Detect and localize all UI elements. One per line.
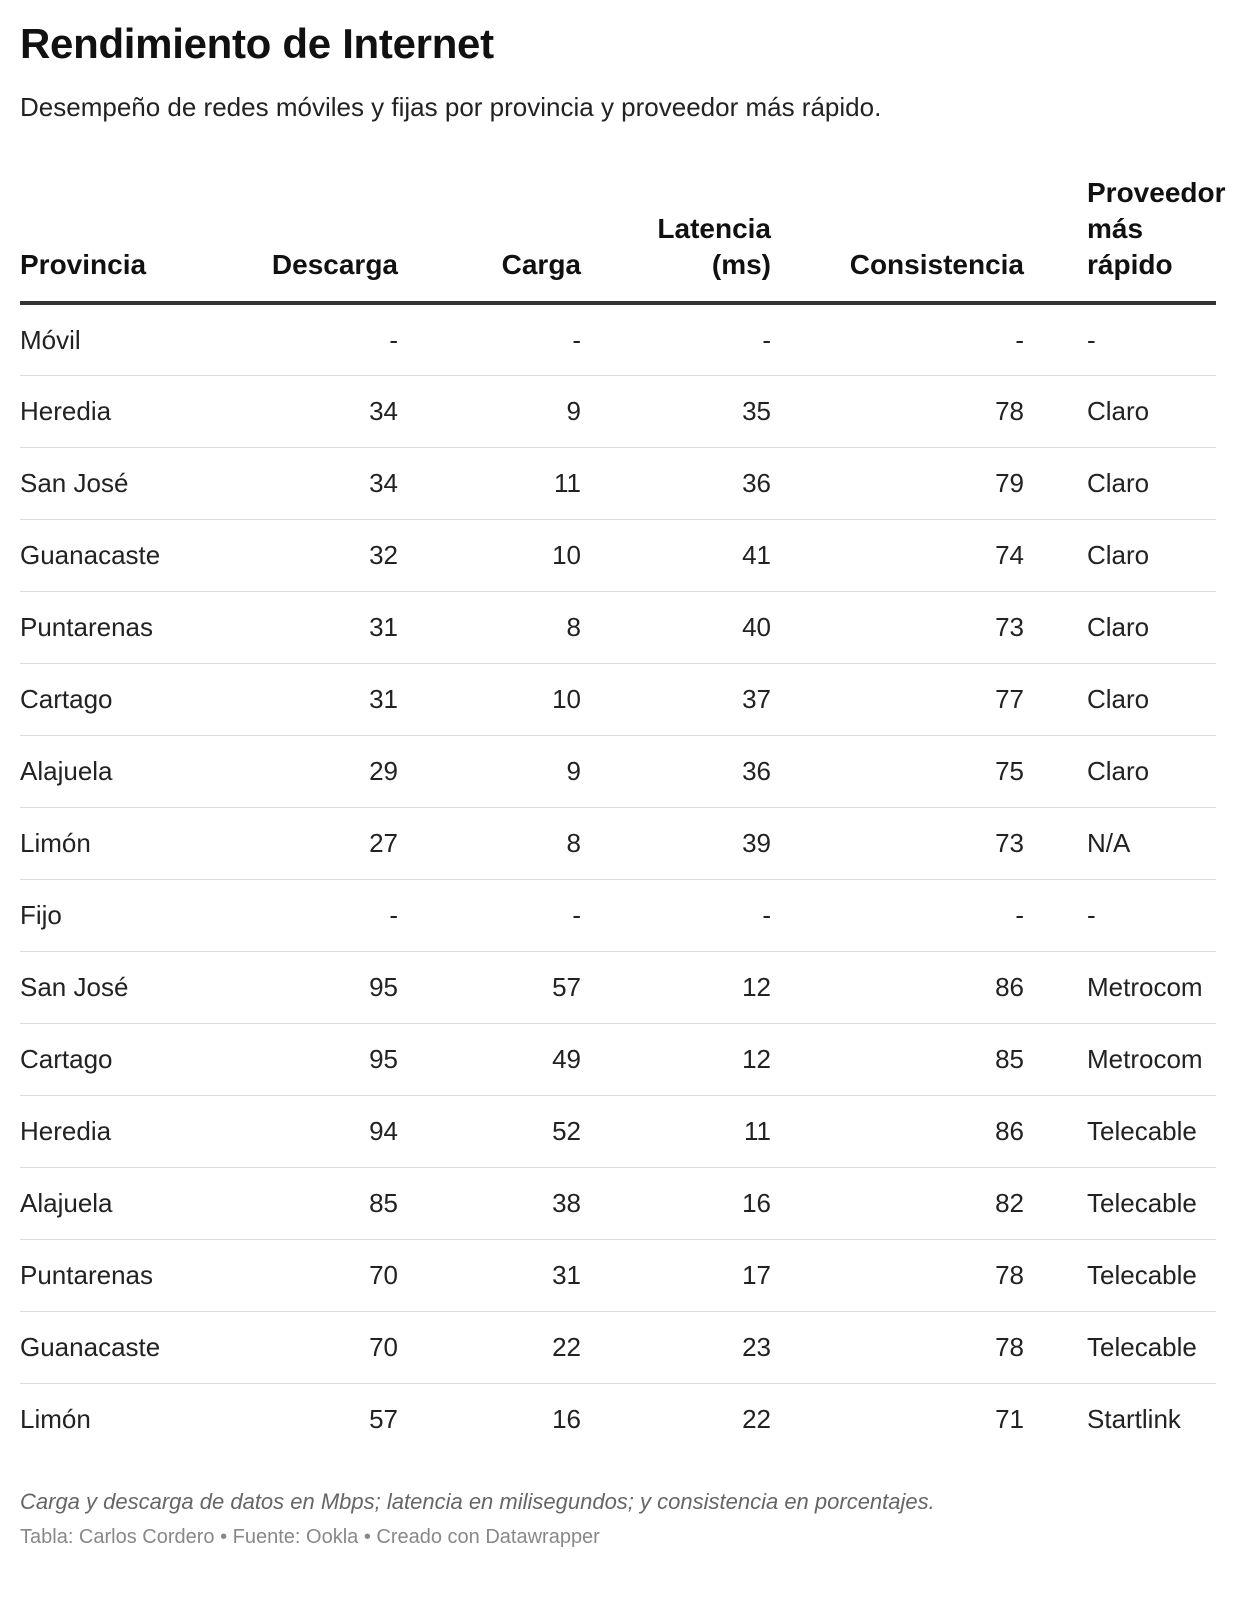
cell-descarga: 95 — [188, 1023, 398, 1095]
cell-provincia: Limón — [20, 1404, 91, 1435]
chart-header — [20, 18, 1216, 124]
cell-provincia: Puntarenas — [20, 1239, 188, 1311]
cell-descarga: 31 — [188, 591, 398, 663]
cell-proveedor: Claro — [1024, 591, 1216, 663]
cell-proveedor: Claro — [1024, 663, 1216, 735]
cell-carga: 10 — [398, 663, 581, 735]
cell-latencia: 36 — [581, 735, 771, 807]
cell-latencia: 12 — [581, 1023, 771, 1095]
cell-carga: 11 — [398, 447, 581, 519]
cell-latencia: - — [581, 303, 771, 375]
cell-proveedor: Telecable — [1024, 1167, 1216, 1239]
cell-carga: 8 — [398, 591, 581, 663]
table-row — [20, 1383, 1216, 1455]
table-row — [20, 663, 1216, 735]
cell-consistencia: 73 — [771, 591, 1024, 663]
chart-title: Rendimiento de Internet — [20, 20, 494, 67]
table-row — [20, 1239, 1216, 1311]
table-row — [20, 1023, 1216, 1095]
table-row — [20, 303, 1216, 375]
cell-consistencia: 85 — [771, 1023, 1024, 1095]
chart-subtitle: Desempeño de redes móviles y fijas por provincia y proveedor más rápido. — [20, 92, 882, 122]
data-table — [20, 175, 1226, 1455]
cell-latencia: 11 — [581, 1095, 771, 1167]
chart-footer — [20, 1488, 1216, 1550]
table-row — [20, 519, 1216, 591]
table-row — [20, 807, 1216, 879]
cell-descarga: 70 — [188, 1239, 398, 1311]
cell-proveedor: Startlink — [1087, 1404, 1181, 1435]
table-row — [20, 591, 1216, 663]
cell-latencia: 22 — [742, 1404, 771, 1435]
cell-proveedor: Telecable — [1024, 1311, 1216, 1383]
cell-latencia: 39 — [581, 807, 771, 879]
cell-consistencia: 78 — [771, 1239, 1024, 1311]
cell-provincia: Guanacaste — [20, 519, 188, 591]
source-credit: Tabla: Carlos Cordero • Fuente: Ookla • Creado con Datawrapper — [20, 1526, 600, 1548]
column-header-proveedor[interactable]: Proveedor más rápido — [1024, 175, 1216, 303]
cell-descarga: 70 — [188, 1311, 398, 1383]
cell-provincia: San José — [20, 447, 188, 519]
table-row — [20, 1167, 1216, 1239]
cell-descarga: 57 — [369, 1404, 398, 1435]
cell-proveedor: Claro — [1024, 375, 1216, 447]
cell-latencia: 12 — [581, 951, 771, 1023]
cell-carga: - — [398, 303, 581, 375]
cell-proveedor: Telecable — [1024, 1239, 1216, 1311]
cell-provincia: Heredia — [20, 1095, 188, 1167]
cell-provincia: Limón — [20, 807, 188, 879]
cell-consistencia: 86 — [771, 1095, 1024, 1167]
cell-consistencia: 79 — [771, 447, 1024, 519]
cell-descarga: 34 — [188, 447, 398, 519]
cell-latencia: 35 — [581, 375, 771, 447]
cell-proveedor: Claro — [1024, 735, 1216, 807]
cell-carga: 9 — [398, 735, 581, 807]
cell-provincia: Cartago — [20, 1023, 188, 1095]
table-body — [20, 303, 1216, 1455]
cell-carga: - — [398, 879, 581, 951]
cell-latencia: - — [581, 879, 771, 951]
cell-consistencia: 78 — [771, 375, 1024, 447]
cell-proveedor: - — [1024, 879, 1216, 951]
cell-descarga: 34 — [188, 375, 398, 447]
cell-descarga: - — [188, 303, 398, 375]
cell-carga: 8 — [398, 807, 581, 879]
table-row — [20, 951, 1216, 1023]
cell-consistencia: 78 — [771, 1311, 1024, 1383]
cell-latencia: 16 — [581, 1167, 771, 1239]
cell-consistencia: 73 — [771, 807, 1024, 879]
cell-provincia: Fijo — [20, 879, 188, 951]
cell-carga: 22 — [398, 1311, 581, 1383]
cell-carga: 16 — [552, 1404, 581, 1435]
cell-latencia: 41 — [581, 519, 771, 591]
cell-descarga: 31 — [188, 663, 398, 735]
cell-provincia: Heredia — [20, 375, 188, 447]
cell-latencia: 23 — [581, 1311, 771, 1383]
cell-consistencia: 74 — [771, 519, 1024, 591]
cell-provincia: Guanacaste — [20, 1311, 188, 1383]
cell-consistencia: 71 — [995, 1404, 1024, 1435]
footnote: Carga y descarga de datos en Mbps; latencia en milisegundos; y consistencia en porcentajes. — [20, 1489, 935, 1514]
cell-carga: 9 — [398, 375, 581, 447]
cell-consistencia: - — [771, 879, 1024, 951]
cell-provincia: Cartago — [20, 663, 188, 735]
table-row — [20, 1095, 1216, 1167]
cell-descarga: 29 — [188, 735, 398, 807]
cell-provincia: Alajuela — [20, 1167, 188, 1239]
cell-carga: 10 — [398, 519, 581, 591]
table-row — [20, 447, 1216, 519]
table-row — [20, 879, 1216, 951]
column-header-latencia[interactable]: Latencia (ms) — [581, 175, 771, 303]
cell-carga: 31 — [398, 1239, 581, 1311]
cell-descarga: 85 — [188, 1167, 398, 1239]
cell-carga: 38 — [398, 1167, 581, 1239]
cell-latencia: 37 — [581, 663, 771, 735]
cell-latencia: 17 — [581, 1239, 771, 1311]
table-row — [20, 1311, 1216, 1383]
cell-carga: 57 — [398, 951, 581, 1023]
cell-proveedor: Metrocom — [1024, 1023, 1216, 1095]
cell-provincia: Puntarenas — [20, 591, 188, 663]
cell-descarga: 27 — [188, 807, 398, 879]
cell-carga: 49 — [398, 1023, 581, 1095]
cell-carga: 52 — [398, 1095, 581, 1167]
column-header-provincia[interactable]: Provincia — [20, 175, 188, 303]
cell-proveedor: N/A — [1024, 807, 1216, 879]
cell-consistencia: 86 — [771, 951, 1024, 1023]
cell-proveedor: - — [1024, 303, 1216, 375]
cell-proveedor: Telecable — [1024, 1095, 1216, 1167]
table-header-row — [20, 175, 1216, 303]
column-header-descarga[interactable]: Descarga — [188, 175, 398, 303]
cell-consistencia: 77 — [771, 663, 1024, 735]
cell-consistencia: 75 — [771, 735, 1024, 807]
cell-proveedor: Claro — [1024, 447, 1216, 519]
cell-consistencia: 82 — [771, 1167, 1024, 1239]
cell-provincia: Alajuela — [20, 735, 188, 807]
cell-latencia: 40 — [581, 591, 771, 663]
cell-provincia: Móvil — [20, 303, 188, 375]
cell-descarga: 95 — [188, 951, 398, 1023]
column-header-carga[interactable]: Carga — [398, 175, 581, 303]
cell-provincia: San José — [20, 951, 188, 1023]
cell-latencia: 36 — [581, 447, 771, 519]
column-header-consistencia[interactable]: Consistencia — [771, 175, 1024, 303]
table-row — [20, 735, 1216, 807]
cell-descarga: 94 — [188, 1095, 398, 1167]
cell-descarga: - — [188, 879, 398, 951]
cell-descarga: 32 — [188, 519, 398, 591]
cell-proveedor: Metrocom — [1024, 951, 1216, 1023]
cell-proveedor: Claro — [1024, 519, 1216, 591]
cell-consistencia: - — [771, 303, 1024, 375]
table-row — [20, 375, 1216, 447]
